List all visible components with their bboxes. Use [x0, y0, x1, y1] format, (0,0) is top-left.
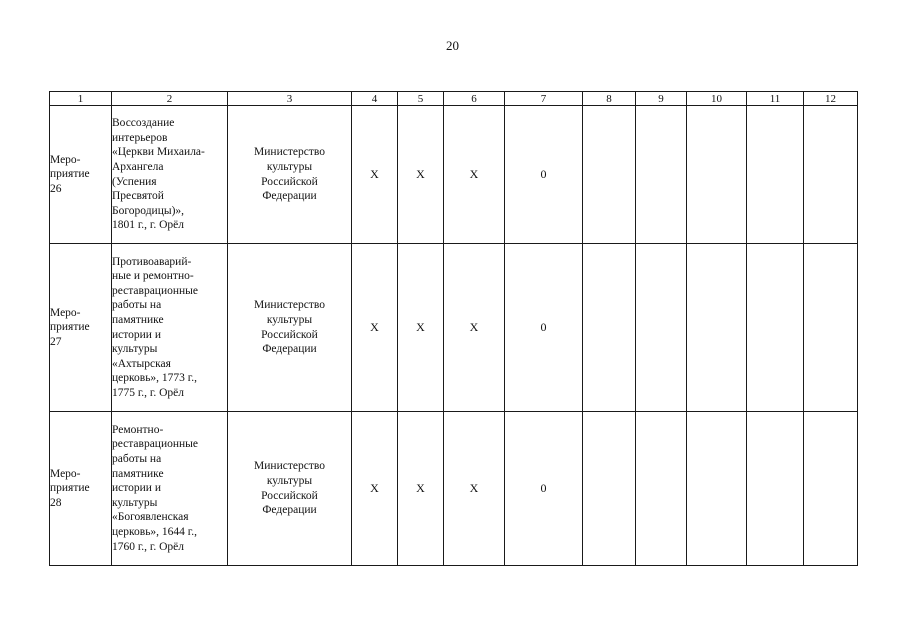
executor-text: Министерство культуры Российской Федерации [254, 460, 325, 517]
cell-col8 [583, 244, 636, 412]
cell-col7: 0 [505, 244, 583, 412]
cell-col5: X [398, 244, 444, 412]
cell-col5: X [398, 412, 444, 566]
event-label: Меро- приятие 27 [50, 306, 90, 348]
table-row [50, 106, 858, 244]
cell-col11 [747, 244, 804, 412]
executor-cell [228, 412, 352, 566]
description-text: Воссоздание интерьеров «Церкви Михаила- Архангела (Успения Пресвятой Богородицы)», 1801 г., г. Орёл [112, 117, 205, 232]
cell-col9 [636, 244, 687, 412]
description-text: Ремонтно- реставрационные работы на памятнике истории и культуры «Богоявленская церковь», 1644 г., 1760 г., г. Орёл [112, 423, 198, 553]
column-header: 10 [687, 92, 747, 106]
cell-col6: X [444, 412, 505, 566]
column-header: 4 [352, 92, 398, 106]
description-cell [112, 244, 228, 412]
cell-col10 [687, 412, 747, 566]
description-text: Противоаварий- ные и ремонтно- реставрационные работы на памятнике истории и культуры «Ахтырская церковь», 1773 г., 1775 г., г. Орёл [112, 255, 198, 399]
cell-col8 [583, 412, 636, 566]
cell-col8 [583, 106, 636, 244]
cell-col11 [747, 412, 804, 566]
cell-col12 [804, 412, 858, 566]
cell-col9 [636, 412, 687, 566]
cell-col5: X [398, 106, 444, 244]
cell-col7: 0 [505, 106, 583, 244]
description-cell [112, 106, 228, 244]
column-header: 6 [444, 92, 505, 106]
table-row [50, 412, 858, 566]
executor-text: Министерство культуры Российской Федерации [254, 146, 325, 203]
column-header: 7 [505, 92, 583, 106]
event-cell [50, 244, 112, 412]
cell-col4: X [352, 412, 398, 566]
column-header: 9 [636, 92, 687, 106]
column-header: 3 [228, 92, 352, 106]
events-table [49, 91, 858, 566]
event-cell [50, 412, 112, 566]
cell-col6: X [444, 106, 505, 244]
cell-col12 [804, 106, 858, 244]
cell-col10 [687, 244, 747, 412]
cell-col6: X [444, 244, 505, 412]
cell-col12 [804, 244, 858, 412]
cell-col11 [747, 106, 804, 244]
event-cell [50, 106, 112, 244]
column-header: 11 [747, 92, 804, 106]
executor-text: Министерство культуры Российской Федерации [254, 299, 325, 356]
description-cell [112, 412, 228, 566]
cell-col9 [636, 106, 687, 244]
column-header: 8 [583, 92, 636, 106]
cell-col10 [687, 106, 747, 244]
page-number: 20 [446, 38, 459, 53]
column-header: 12 [804, 92, 858, 106]
column-header: 2 [112, 92, 228, 106]
executor-cell [228, 244, 352, 412]
event-label: Меро- приятие 28 [50, 467, 90, 509]
column-header: 5 [398, 92, 444, 106]
cell-col7: 0 [505, 412, 583, 566]
cell-col4: X [352, 106, 398, 244]
column-header: 1 [50, 92, 112, 106]
executor-cell [228, 106, 352, 244]
event-label: Меро- приятие 26 [50, 153, 90, 195]
cell-col4: X [352, 244, 398, 412]
table-row [50, 244, 858, 412]
header-row [50, 92, 858, 106]
